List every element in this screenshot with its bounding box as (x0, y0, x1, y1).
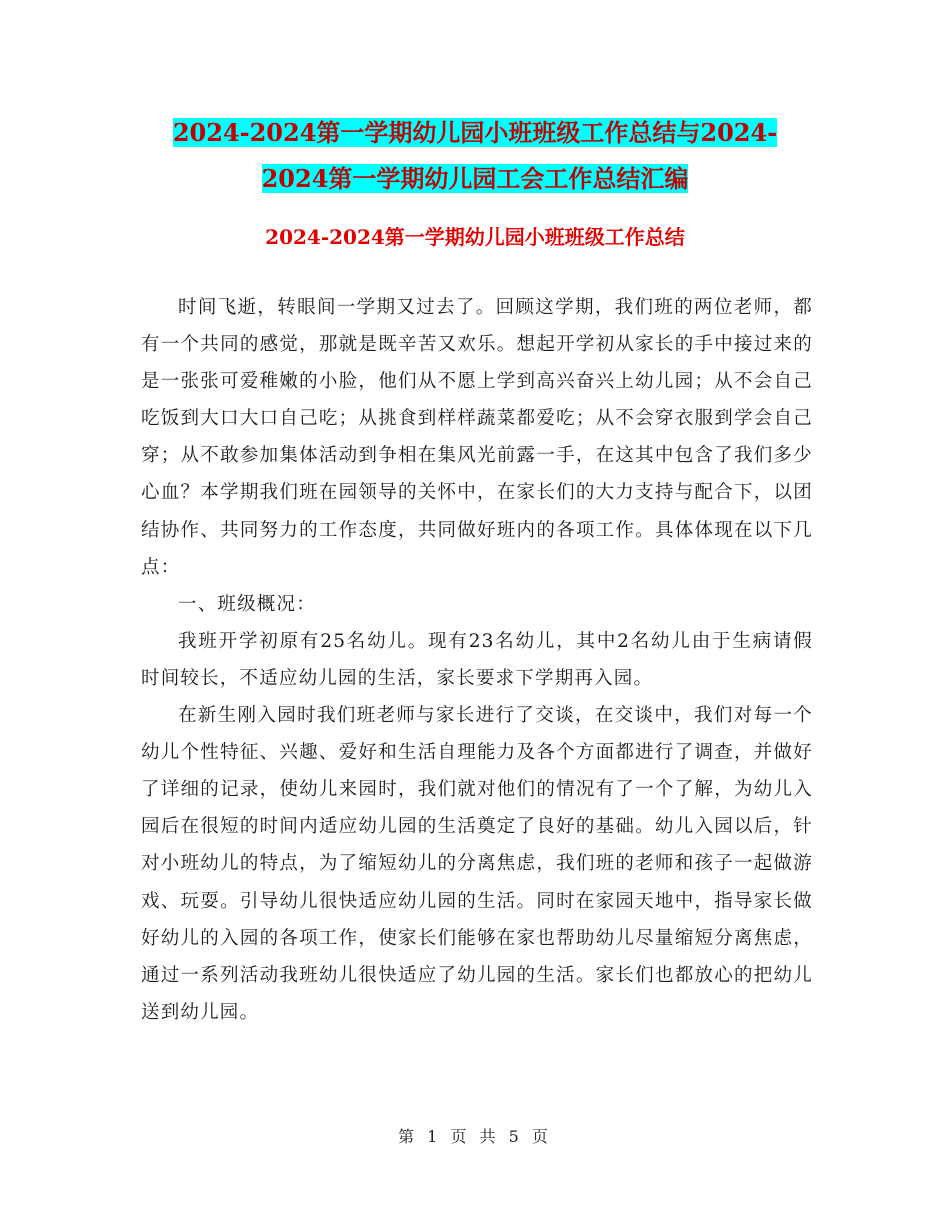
body-paragraph: 一、班级概况： (178, 593, 316, 615)
document-title (140, 110, 810, 202)
document-body (141, 289, 813, 1031)
document-title-text: 2024-2024第一学期幼儿园小班班级工作总结与2024-2024第一学期幼儿园工会工作总结汇编 (172, 118, 778, 193)
page-footer: 第 1 页 共 5 页 (398, 1127, 552, 1146)
section-title: 2024-2024第一学期幼儿园小班班级工作总结 (265, 225, 685, 249)
body-paragraph: 在新生刚入园时我们班老师与家长进行了交谈，在交谈中，我们对每一个幼儿个性特征、兴趣、爱好和生活自理能力及各个方面都进行了调查，并做好了详细的记录，使幼儿来园时，我们就对他们的情况有了一个了解，为幼儿入园后在很短的时间内适应幼儿园的生活奠定了良好的基础。幼儿入园以后，针对小班幼儿的特点，为了缩短幼儿的分离焦虑，我们班的老师和孩子一起做游戏、玩耍。引导幼儿很快适应幼儿园的生活。同时在家园天地中，指导家长做好幼儿的入园的各项工作，使家长们能够在家也帮助幼儿尽量缩短分离焦虑，通过一系列活动我班幼儿很快适应了幼儿园的生活。家长们也都放心的把幼儿送到幼儿园。 (141, 705, 813, 1023)
body-paragraph: 时间飞逝，转眼间一学期又过去了。回顾这学期，我们班的两位老师，都有一个共同的感觉，那就是既辛苦又欢乐。想起开学初从家长的手中接过来的是一张张可爱稚嫩的小脸，他们从不愿上学到高兴奋兴上幼儿园；从不会自己吃饭到大口大口自己吃；从挑食到样样蔬菜都爱吃；从不会穿衣服到学会自己穿；从不敢参加集体活动到争相在集风光前露一手，在这其中包含了我们多少心血？本学期我们班在园领导的关怀中，在家长们的大力支持与配合下，以团结协作、共同努力的工作态度，共同做好班内的各项工作。具体体现在以下几点： (141, 297, 813, 578)
body-paragraph: 我班开学初原有25名幼儿。现有23名幼儿，其中2名幼儿由于生病请假时间较长，不适应幼儿园的生活，家长要求下学期再入园。 (141, 630, 813, 689)
